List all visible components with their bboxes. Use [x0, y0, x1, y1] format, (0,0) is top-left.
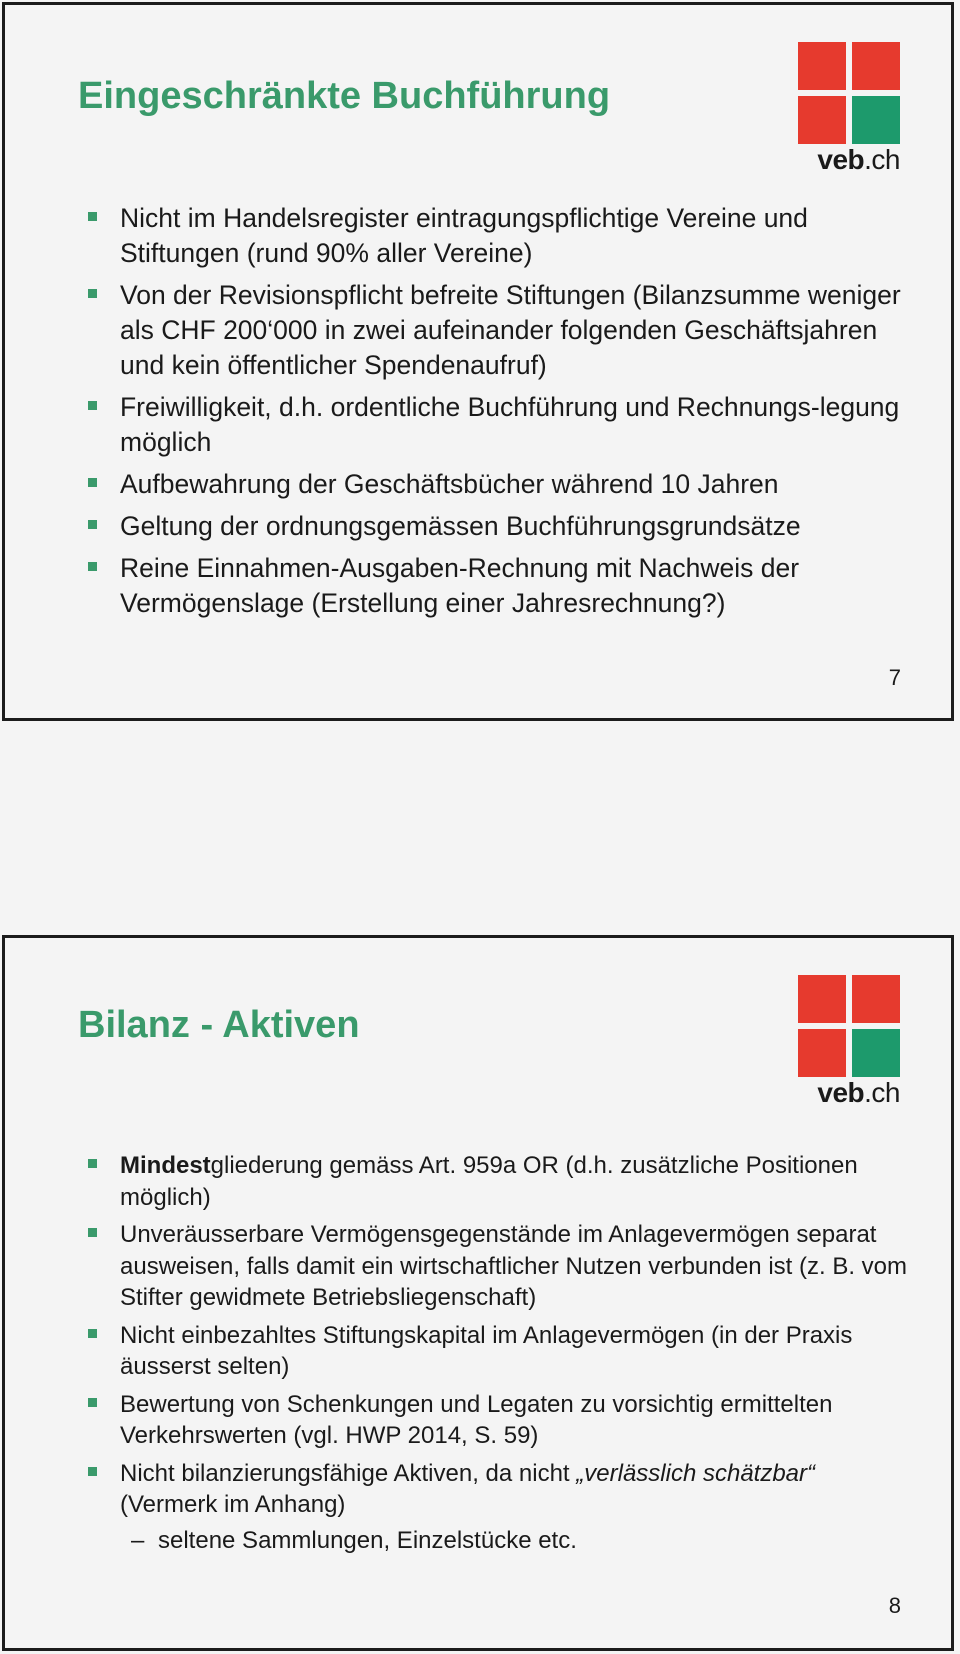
- bullet-strong-text: Mindest: [120, 1152, 211, 1179]
- bullet-item: Reine Einnahmen-Ausgaben-Rechnung mit Nachweis der Vermögenslage (Erstellung einer Jahresrechnung?): [88, 551, 908, 621]
- slide-title: Bilanz - Aktiven: [78, 1004, 360, 1046]
- bullet-text: Nicht bilanzierungsfähige Aktiven, da nicht: [120, 1459, 577, 1487]
- page-number: 8: [888, 1593, 901, 1618]
- slide-8: [2, 935, 954, 1651]
- logo-square-top-left: [798, 42, 846, 90]
- bullet-item: Nicht im Handelsregister eintragungspflichtige Vereine und Stiftungen (rund 90% aller Vereine): [88, 201, 908, 271]
- bullet-list: [88, 1150, 908, 1562]
- logo-text-rest: .ch: [864, 1077, 900, 1108]
- bullet-item: [88, 1458, 908, 1556]
- logo-square-top-right: [852, 975, 900, 1023]
- bullet-item: Aufbewahrung der Geschäftsbücher während 10 Jahren: [88, 467, 908, 502]
- bullet-text: (Vermerk im Anhang): [120, 1491, 346, 1518]
- logo-square-bottom-left: [798, 1029, 846, 1077]
- slide-title: Eingeschränkte Buchführung: [78, 75, 611, 117]
- bullet-emphasis-text: „verlässlich schätzbar“: [576, 1459, 816, 1487]
- logo-text-bold: veb: [817, 1077, 865, 1108]
- bullet-item: Bewertung von Schenkungen und Legaten zu vorsichtig ermittelten Verkehrswerten (vgl. HWP 2014, S. 59): [88, 1389, 908, 1452]
- logo-text-bold: veb: [817, 144, 865, 175]
- veb-logo: [798, 42, 900, 177]
- bullet-item: Geltung der ordnungsgemässen Buchführungsgrundsätze: [88, 509, 908, 544]
- dash-marker: –: [131, 1526, 145, 1554]
- veb-logo: [798, 975, 900, 1110]
- bullet-item: [88, 1150, 908, 1213]
- logo-text-rest: .ch: [864, 144, 900, 175]
- logo-text: [798, 1077, 900, 1109]
- bullet-item: Nicht einbezahltes Stiftungskapital im Anlagevermögen (in der Praxis äusserst selten): [88, 1320, 908, 1383]
- logo-square-bottom-right: [852, 1029, 900, 1077]
- bullet-list: [88, 201, 908, 628]
- sub-bullet-item: [120, 1525, 908, 1556]
- logo-square-bottom-right: [852, 96, 900, 144]
- bullet-item: Von der Revisionspflicht befreite Stiftungen (Bilanzsumme weniger als CHF 200‘000 in zwei aufeinander folgenden Geschäftsjahren und kein öffentlicher Spendenaufruf): [88, 278, 908, 383]
- bullet-item: Unveräusserbare Vermögensgegenstände im Anlagevermögen separat ausweisen, falls damit ein wirtschaftlicher Nutzen verbunden ist (z. B. vom Stifter gewidmete Betriebsliegenschaft): [88, 1219, 908, 1314]
- bullet-text: gliederung gemäss Art. 959a OR (d.h. zusätzliche Positionen möglich): [120, 1152, 858, 1211]
- logo-square-top-right: [852, 42, 900, 90]
- logo-square-bottom-left: [798, 96, 846, 144]
- page-number: 7: [888, 665, 901, 690]
- logo-text: [798, 144, 900, 176]
- sub-bullet-text: seltene Sammlungen, Einzelstücke etc.: [158, 1526, 577, 1554]
- slide-7: [2, 2, 954, 721]
- logo-square-top-left: [798, 975, 846, 1023]
- bullet-item: Freiwilligkeit, d.h. ordentliche Buchführung und Rechnungs-legung möglich: [88, 390, 908, 460]
